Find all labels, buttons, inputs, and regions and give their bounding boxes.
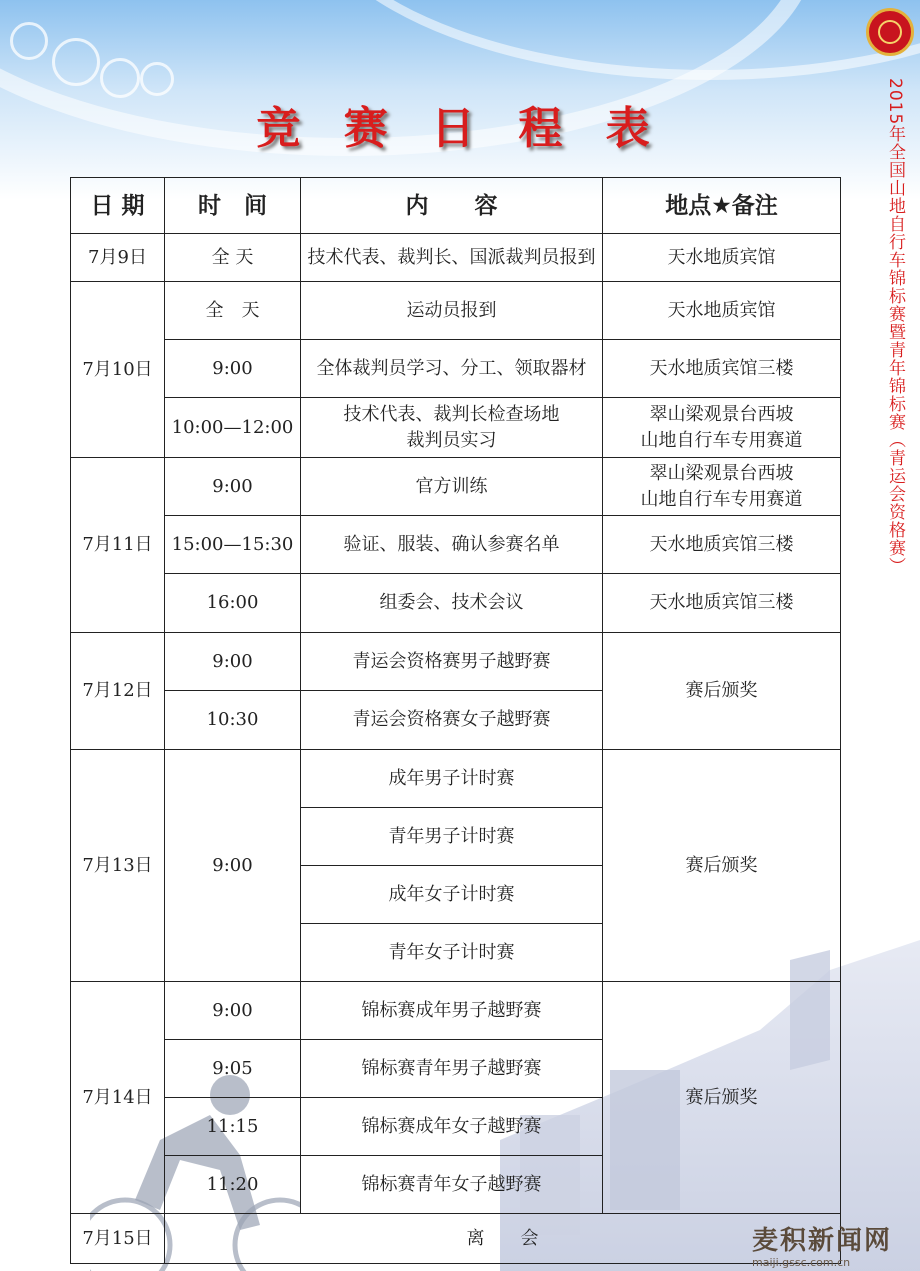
time-cell: 全 天 <box>165 282 301 340</box>
place-cell <box>603 458 841 516</box>
time-cell: 9:00 <box>165 750 301 982</box>
place-cell: 赛后颁奖 <box>603 750 841 982</box>
table-row <box>71 516 841 574</box>
time-cell: 9:00 <box>165 458 301 516</box>
content-line: 裁判员实习 <box>406 429 497 451</box>
table-row <box>71 1214 841 1264</box>
date-cell: 7月13日 <box>71 750 165 982</box>
time-cell: 9:00 <box>165 982 301 1040</box>
content-cell: 锦标赛青年男子越野赛 <box>301 1040 603 1098</box>
place-line: 翠山梁观景台西坡 <box>649 403 794 425</box>
place-cell: 天水地质宾馆三楼 <box>603 516 841 574</box>
table-row <box>71 398 841 458</box>
event-side-title: 2015年全国山地自行车锦标赛暨青年锦标赛（青运会资格赛） <box>885 78 905 576</box>
place-cell: 天水地质宾馆 <box>603 234 841 282</box>
site-watermark-url: maiji.gssc.com.cn <box>752 1256 851 1269</box>
place-cell <box>603 398 841 458</box>
time-cell: 9:00 <box>165 340 301 398</box>
table-row <box>71 574 841 633</box>
content-cell: 组委会、技术会议 <box>301 574 603 633</box>
header-time: 时 间 <box>165 178 301 234</box>
time-cell: 10:00—12:00 <box>165 398 301 458</box>
date-cell: 7月12日 <box>71 633 165 750</box>
content-cell: 青年男子计时赛 <box>301 808 603 866</box>
content-cell: 技术代表、裁判长、国派裁判员报到 <box>301 234 603 282</box>
header-place-note: 地点★备注 <box>603 178 841 234</box>
content-cell: 青年女子计时赛 <box>301 924 603 982</box>
time-cell: 11:15 <box>165 1098 301 1156</box>
place-line: 山地自行车专用赛道 <box>640 488 803 510</box>
header-date: 日 期 <box>71 178 165 234</box>
table-row <box>71 633 841 691</box>
content-cell: 成年女子计时赛 <box>301 866 603 924</box>
content-cell: 运动员报到 <box>301 282 603 340</box>
content-cell: 锦标赛成年男子越野赛 <box>301 982 603 1040</box>
content-cell <box>301 398 603 458</box>
date-cell: 7月11日 <box>71 458 165 633</box>
association-emblem-icon <box>866 8 914 56</box>
table-header-row <box>71 178 841 234</box>
page-title: 竞 赛 日 程 表 <box>256 103 664 154</box>
content-cell: 成年男子计时赛 <box>301 750 603 808</box>
place-cell: 天水地质宾馆三楼 <box>603 574 841 633</box>
content-cell: 验证、服装、确认参赛名单 <box>301 516 603 574</box>
place-cell: 赛后颁奖 <box>603 633 841 750</box>
table-row <box>71 282 841 340</box>
place-line: 山地自行车专用赛道 <box>640 429 803 451</box>
date-cell: 7月10日 <box>71 282 165 458</box>
place-line: 翠山梁观景台西坡 <box>649 462 794 484</box>
time-cell: 9:05 <box>165 1040 301 1098</box>
table-row <box>71 750 841 808</box>
place-cell: 天水地质宾馆三楼 <box>603 340 841 398</box>
date-cell: 7月15日 <box>71 1214 165 1264</box>
content-cell: 青运会资格赛男子越野赛 <box>301 633 603 691</box>
time-cell: 全 天 <box>165 234 301 282</box>
time-cell: 10:30 <box>165 691 301 750</box>
time-cell: 16:00 <box>165 574 301 633</box>
date-cell: 7月9日 <box>71 234 165 282</box>
place-cell: 天水地质宾馆 <box>603 282 841 340</box>
content-cell: 锦标赛成年女子越野赛 <box>301 1098 603 1156</box>
content-cell: 全体裁判员学习、分工、领取器材 <box>301 340 603 398</box>
header-content: 内 容 <box>301 178 603 234</box>
time-cell: 11:20 <box>165 1156 301 1214</box>
content-cell: 离 会 <box>165 1214 841 1264</box>
table-row <box>71 234 841 282</box>
date-cell: 7月14日 <box>71 982 165 1214</box>
place-cell: 赛后颁奖 <box>603 982 841 1214</box>
content-line: 技术代表、裁判长检查场地 <box>343 403 560 425</box>
content-cell: 官方训练 <box>301 458 603 516</box>
content-cell: 青运会资格赛女子越野赛 <box>301 691 603 750</box>
schedule-table <box>70 177 841 1264</box>
table-row <box>71 458 841 516</box>
content-cell: 锦标赛青年女子越野赛 <box>301 1156 603 1214</box>
table-row <box>71 982 841 1040</box>
time-cell: 15:00—15:30 <box>165 516 301 574</box>
site-watermark: 麦积新闻网 <box>752 1226 893 1256</box>
time-cell: 9:00 <box>165 633 301 691</box>
table-row <box>71 340 841 398</box>
